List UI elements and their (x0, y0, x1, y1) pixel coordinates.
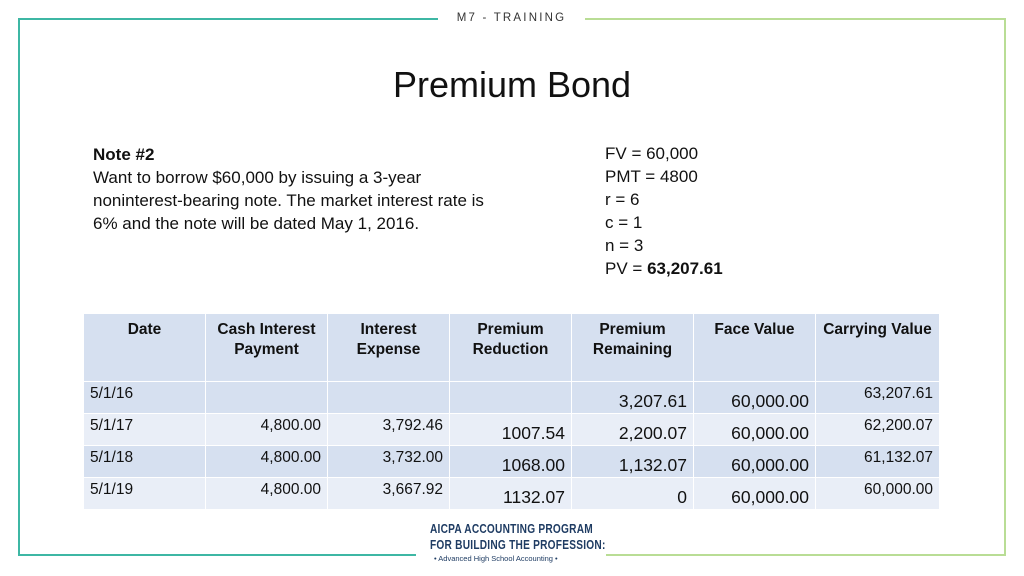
cell-face-value: 60,000.00 (694, 446, 816, 478)
cell-carrying-value: 60,000.00 (816, 478, 940, 510)
cell-premium-remaining: 2,200.07 (572, 414, 694, 446)
table-row (84, 414, 940, 446)
formula-block (605, 142, 723, 280)
cell-cash-payment: 4,800.00 (206, 446, 328, 478)
logo-line-1: AICPA ACCOUNTING PROGRAM (430, 521, 593, 536)
cell-carrying-value: 62,200.07 (816, 414, 940, 446)
cell-premium-remaining: 1,132.07 (572, 446, 694, 478)
table-row (84, 446, 940, 478)
header-face-value: Face Value (694, 314, 816, 382)
cell-carrying-value: 63,207.61 (816, 382, 940, 414)
formula-pv (605, 257, 723, 280)
cell-cash-payment (206, 382, 328, 414)
logo-line-3: • Advanced High School Accounting • (434, 554, 558, 563)
cell-date: 5/1/18 (84, 446, 206, 478)
amortization-table (83, 313, 940, 510)
cell-premium-reduction (450, 382, 572, 414)
cell-face-value: 60,000.00 (694, 414, 816, 446)
cell-cash-payment: 4,800.00 (206, 478, 328, 510)
cell-premium-reduction: 1132.07 (450, 478, 572, 510)
formula-pv-value: 63,207.61 (647, 259, 723, 278)
table-row (84, 478, 940, 510)
cell-interest-expense (328, 382, 450, 414)
formula-c: c = 1 (605, 213, 643, 232)
header-date: Date (84, 314, 206, 382)
note-body: Want to borrow $60,000 by issuing a 3-year noninterest-bearing note. The market interest rate is 6% and the note will be dated May 1, 2016. (93, 168, 484, 233)
cell-date: 5/1/17 (84, 414, 206, 446)
frame-line-bottom-right (606, 554, 1006, 556)
formula-pmt: PMT = 4800 (605, 167, 698, 186)
header-premium-remaining: Premium Remaining (572, 314, 694, 382)
cell-face-value: 60,000.00 (694, 478, 816, 510)
cell-date: 5/1/19 (84, 478, 206, 510)
note-title: Note #2 (93, 145, 155, 164)
cell-premium-remaining: 3,207.61 (572, 382, 694, 414)
formula-n: n = 3 (605, 236, 644, 255)
formula-fv: FV = 60,000 (605, 144, 699, 163)
cell-face-value: 60,000.00 (694, 382, 816, 414)
cell-premium-remaining: 0 (572, 478, 694, 510)
frame-line-top-right (585, 18, 1006, 20)
table-header-row (84, 314, 940, 382)
aicpa-logo (430, 521, 606, 564)
frame-line-bottom-left (18, 554, 416, 556)
cell-premium-reduction: 1068.00 (450, 446, 572, 478)
section-label: M7 - TRAINING (456, 12, 567, 24)
cell-interest-expense: 3,732.00 (328, 446, 450, 478)
cell-interest-expense: 3,792.46 (328, 414, 450, 446)
slide-title: Premium Bond (392, 64, 632, 105)
formula-pv-label: PV = (605, 259, 648, 278)
header-interest-expense: Interest Expense (328, 314, 450, 382)
note-block (93, 143, 493, 235)
cell-date: 5/1/16 (84, 382, 206, 414)
header-carrying-value: Carrying Value (816, 314, 940, 382)
cell-premium-reduction: 1007.54 (450, 414, 572, 446)
header-cash-interest-payment: Cash Interest Payment (206, 314, 328, 382)
header-premium-reduction: Premium Reduction (450, 314, 572, 382)
frame-line-top-left (18, 18, 438, 20)
cell-carrying-value: 61,132.07 (816, 446, 940, 478)
logo-line-2: FOR BUILDING THE PROFESSION: (430, 537, 606, 552)
formula-r: r = 6 (605, 190, 640, 209)
table-row (84, 382, 940, 414)
cell-interest-expense: 3,667.92 (328, 478, 450, 510)
cell-cash-payment: 4,800.00 (206, 414, 328, 446)
